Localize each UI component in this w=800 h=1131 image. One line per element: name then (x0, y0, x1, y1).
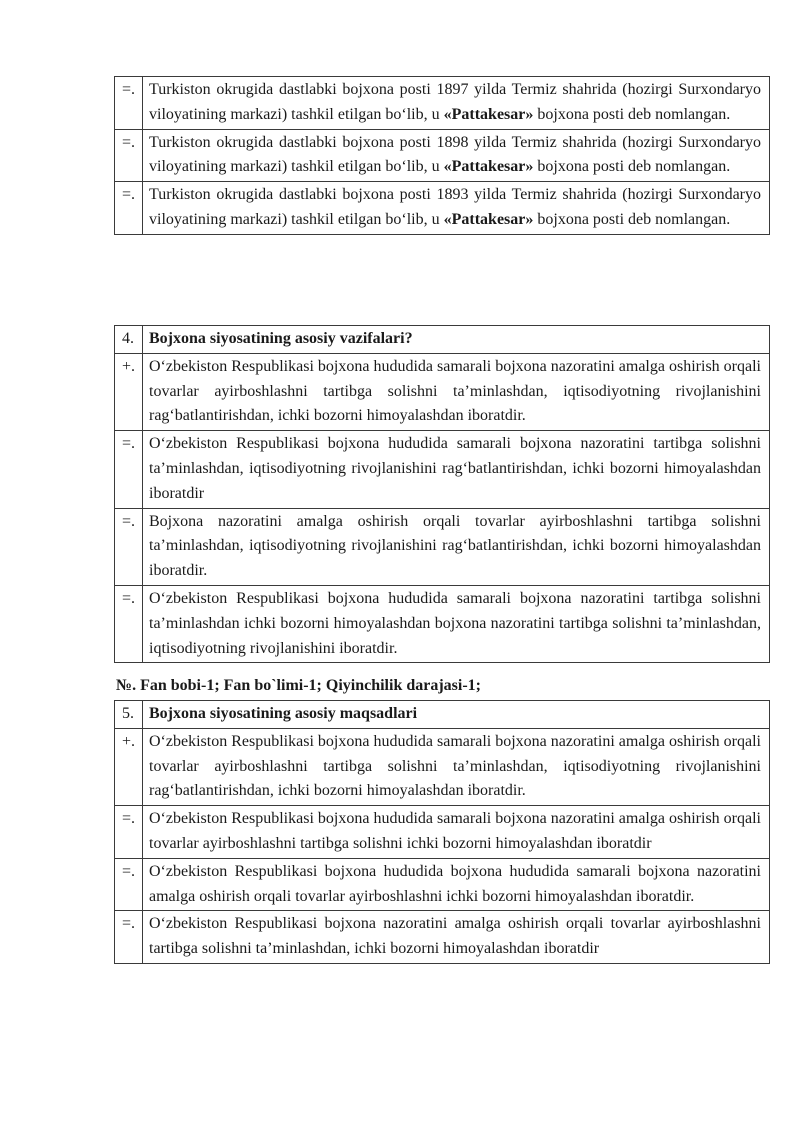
option-text: O‘zbekiston Respublikasi bojxona hududida samarali bojxona nazoratini amalga oshirish orqali tovarlar ayirboshlashni tartibga solishni ta’minlashdan, iqtisodiyotning rivojlanishini rag‘batlantirishdan, ichki bozorni himoyalashdan iboratdir. (143, 353, 770, 430)
answer-option-row (115, 182, 770, 235)
option-text: O‘zbekiston Respublikasi bojxona hududida samarali bojxona nazoratini tartibga solishni ta’minlashdan, iqtisodiyotning rivojlanishini rag‘batlantirishdan, ichki bozorni himoyalashdan iboratdir (143, 431, 770, 508)
option-text-bold: «Pattakesar» (443, 105, 534, 123)
answer-option-row (115, 585, 770, 662)
option-text: O‘zbekiston Respublikasi bojxona hududida samarali bojxona nazoratini amalga oshirish orqali tovarlar ayirboshlashni tartibga solishni ta’minlashdan, iqtisodiyotning rivojlanishini rag‘batlantirishdan, ichki bozorni himoyalashdan iboratdir. (143, 728, 770, 805)
option-text-end: bojxona posti deb nomlangan. (533, 105, 731, 123)
question-text: Bojxona siyosatining asosiy vazifalari? (143, 326, 770, 354)
option-mark: =. (115, 431, 143, 508)
option-text-start: Turkiston okrugida dastlabki bojxona posti 1898 yilda Termiz shahrida (hozirgi Surxondaryo viloyatining markazi) tashkil etilgan bo‘lib, u (149, 133, 761, 176)
option-mark: =. (115, 77, 143, 130)
option-mark: +. (115, 728, 143, 805)
option-text: Bojxona nazoratini amalga oshirish orqali tovarlar ayirboshlashni tartibga solishni ta’minlashdan, iqtisodiyotning rivojlanishini rag‘batlantirishdan, ichki bozorni himoyalashdan iboratdir. (143, 508, 770, 585)
option-mark: =. (115, 508, 143, 585)
option-text (143, 182, 770, 235)
option-text-end: bojxona posti deb nomlangan. (533, 210, 731, 228)
answer-option-row (115, 508, 770, 585)
answer-option-row (115, 353, 770, 430)
option-text: O‘zbekiston Respublikasi bojxona hududida samarali bojxona nazoratini tartibga solishni ta’minlashdan ichki bozorni himoyalashdan bojxona nazoratini tartibga solishni ta’minlashdan, iqtisodiyotning rivojlanishini iboratdir. (143, 585, 770, 662)
answer-option-row (115, 431, 770, 508)
answer-option-row (115, 129, 770, 182)
question-4-table (114, 325, 770, 663)
option-text (143, 77, 770, 130)
question-row (115, 701, 770, 729)
answer-option-row (115, 806, 770, 859)
question-row (115, 326, 770, 354)
option-text-start: Turkiston okrugida dastlabki bojxona posti 1897 yilda Termiz shahrida (hozirgi Surxondaryo viloyatining markazi) tashkil etilgan bo‘lib, u (149, 81, 761, 123)
option-mark: =. (115, 911, 143, 964)
question-text: Bojxona siyosatining asosiy maqsadlari (143, 701, 770, 729)
option-text (143, 129, 770, 182)
option-text-start: Turkiston okrugida dastlabki bojxona posti 1893 yilda Termiz shahrida (hozirgi Surxondaryo viloyatining markazi) tashkil etilgan bo‘lib, u (149, 186, 761, 228)
answer-option-row (115, 858, 770, 911)
option-mark: =. (115, 858, 143, 911)
option-mark: =. (115, 806, 143, 859)
answer-option-row (115, 728, 770, 805)
option-mark: =. (115, 182, 143, 235)
question-meta-line: №. Fan bobi-1; Fan bo`limi-1; Qiyinchilik darajasi-1; (116, 677, 481, 694)
option-mark: +. (115, 353, 143, 430)
answer-option-row (115, 77, 770, 130)
question-5-table (114, 700, 770, 964)
option-text: O‘zbekiston Respublikasi bojxona hududida bojxona hududida samarali bojxona nazoratini amalga oshirish orqali tovarlar ayirboshlashni ichki bozorni himoyalashdan iboratdir. (143, 858, 770, 911)
option-text: O‘zbekiston Respublikasi bojxona nazoratini amalga oshirish orqali tovarlar ayirboshlashni tartibga solishni ta’minlashdan, ichki bozorni himoyalashdan iboratdir (143, 911, 770, 964)
option-text: O‘zbekiston Respublikasi bojxona hududida samarali bojxona nazoratini amalga oshirish orqali tovarlar ayirboshlashni tartibga solishni ichki bozorni himoyalashdan iboratdir (143, 806, 770, 859)
question-number: 4. (115, 326, 143, 354)
option-mark: =. (115, 585, 143, 662)
question-number: 5. (115, 701, 143, 729)
option-mark: =. (115, 129, 143, 182)
option-text-end: bojxona posti deb nomlangan. (533, 158, 731, 176)
option-text-bold: «Pattakesar» (443, 210, 534, 228)
question-3-options-table (114, 76, 770, 235)
answer-option-row (115, 911, 770, 964)
option-text-bold: «Pattakesar» (443, 158, 534, 176)
